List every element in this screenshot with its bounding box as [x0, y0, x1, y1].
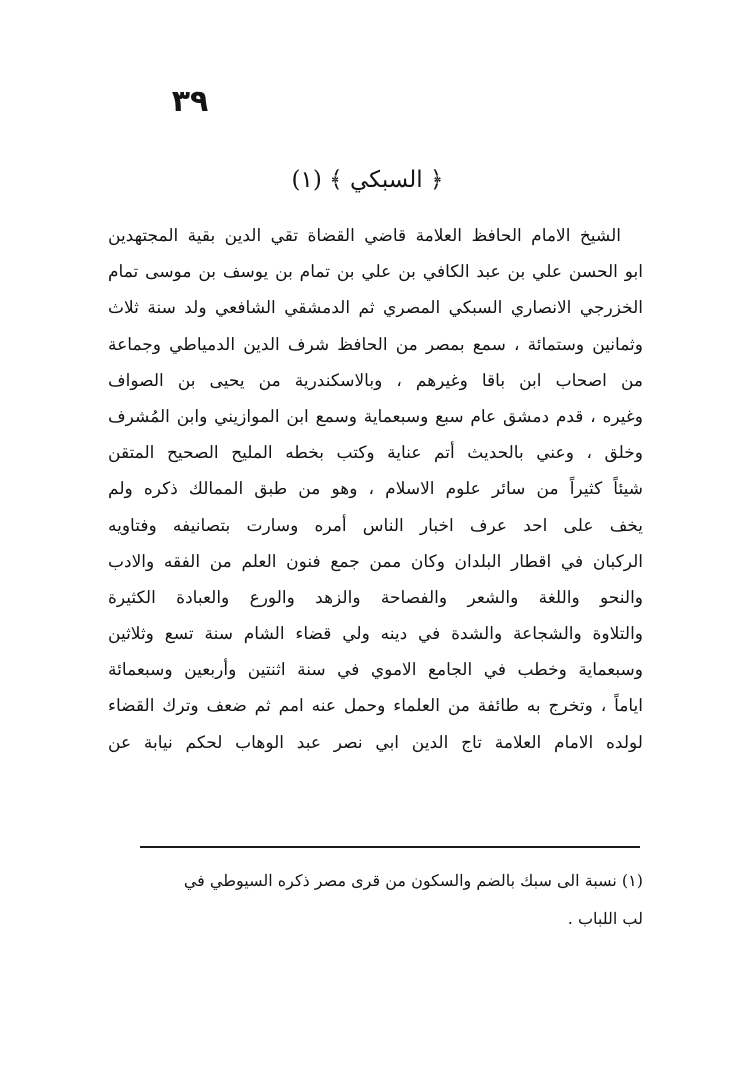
body-line: الشيخ الامام الحافظ العلامة قاضي القضاة تقي الدين بقية المجتهدين — [108, 226, 621, 246]
body-line: اياماً ، وتخرج به طائفة من العلماء وحمل عنه امم ثم ضعف وترك القضاء — [108, 696, 643, 717]
body-line: الركبان في اقطار البلدان وكان ممن جمع فنون العلم من الفقه والادب — [108, 551, 643, 572]
body-line: من اصحاب ابن باقا وغيرهم ، وبالاسكندرية من يحيى بن الصواف — [108, 370, 643, 391]
body-line: الخزرجي الانصاري السبكي المصري ثم الدمشقي الشافعي ولد سنة ثلاث — [108, 298, 643, 319]
footnotes — [140, 862, 643, 938]
footnote-line: لب اللباب . — [567, 909, 643, 928]
body-text — [108, 218, 643, 761]
page-number: ٣٩ — [171, 84, 209, 119]
body-line: وثمانين وستمائة ، سمع بمصر من الحافظ شرف الدين الدمياطي وجماعة — [108, 334, 643, 355]
body-line: وسبعماية وخطب في الجامع الاموي في سنة اثنتين وأربعين وسبعمائة — [108, 660, 643, 681]
body-line: والنحو واللغة والشعر والفصاحة والزهد والورع والعبادة الكثيرة — [108, 587, 643, 608]
body-line: شيئاً كثيراً من سائر علوم الاسلام ، وهو من طبق الممالك ذكره ولم — [108, 479, 643, 500]
section-heading: ﴿ السبكي ﴾ (١) — [291, 167, 444, 193]
body-line: والتلاوة والشجاعة والشدة في دينه ولي قضاء الشام سنة تسع وثلاثين — [108, 624, 643, 645]
body-line: لولده الامام العلامة تاج الدين ابي نصر عبد الوهاب لحكم نيابة عن — [108, 732, 643, 753]
body-line: وخلق ، وعني بالحديث أتم عناية وكتب بخطه المليح الصحيح المتقن — [108, 443, 643, 464]
body-line: يخف على احد عرف اخبار الناس أمره وسارت بتصانيفه وفتاويه — [108, 515, 643, 536]
footnote-separator — [140, 846, 640, 848]
body-line: وغيره ، قدم دمشق عام سبع وسبعماية وسمع ابن الموازيني وابن المُشرف — [108, 406, 643, 427]
body-line: ابو الحسن علي بن عبد الكافي بن علي بن تمام بن يوسف بن موسى تمام — [108, 262, 643, 283]
footnote-line: (١) نسبة الى سبك بالضم والسكون من قرى مصر ذكره السيوطي في — [183, 871, 643, 890]
